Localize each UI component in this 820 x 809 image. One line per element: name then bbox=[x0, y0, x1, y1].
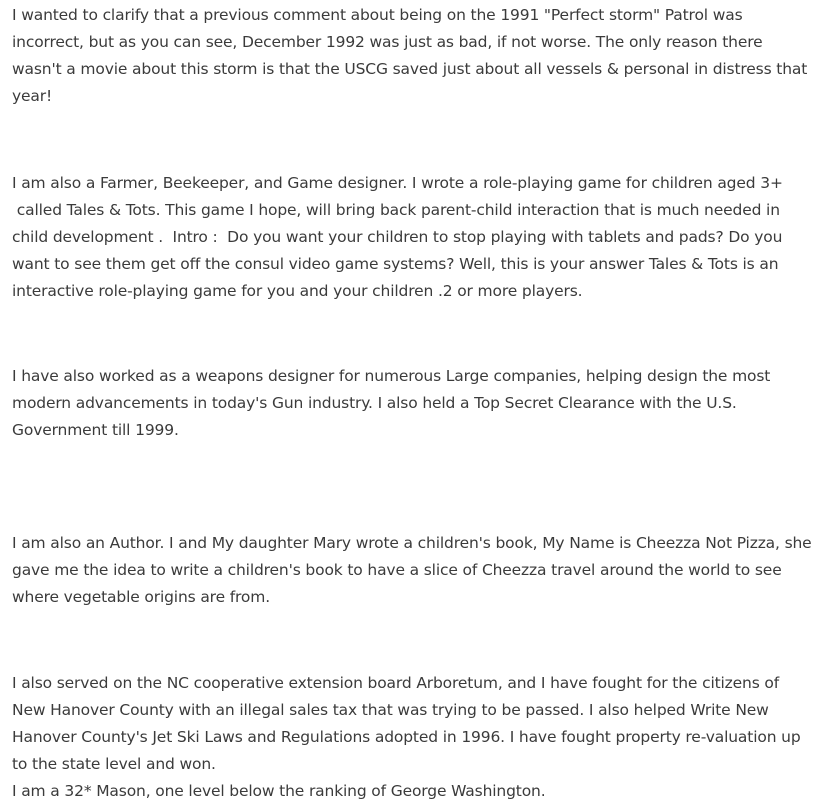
paragraph-game-designer: I am also a Farmer, Beekeeper, and Game designer. I wrote a role-playing game for children aged 3+ called Tales & Tots. This game I hope, will bring back parent-child interaction that is much needed in child development . Intro : Do you want your children to stop playing with tablets and pads? Do you want to see them get off the consul video game systems? Well, this is your answer Tales & Tots is an interactive role-playing game for you and your children .2 or more players. bbox=[12, 174, 783, 300]
paragraph-mason: I am a 32* Mason, one level below the ranking of George Washington. bbox=[12, 782, 546, 800]
paragraph-extension-board: I also served on the NC cooperative extension board Arboretum, and I have fought for the citizens of New Hanover County with an illegal sales tax that was trying to be passed. I also helped Write New Hanover County's Jet Ski Laws and Regulations adopted in 1996. I have fought property re-valuation up to the state level and won. bbox=[12, 674, 801, 773]
paragraph-perfect-storm: I wanted to clarify that a previous comment about being on the 1991 "Perfect storm" Patrol was incorrect, but as you can see, December 1992 was just as bad, if not worse. The only reason there wasn't a movie about this storm is that the USCG saved just about all vessels & personal in distress that year! bbox=[12, 6, 808, 105]
paragraph-weapons-designer: I have also worked as a weapons designer for numerous Large companies, helping design the most modern advancements in today's Gun industry. I also held a Top Secret Clearance with the U.S. Government till 1999. bbox=[12, 367, 771, 439]
paragraph-author: I am also an Author. I and My daughter Mary wrote a children's book, My Name is Cheezza Not Pizza, she gave me the idea to write a children's book to have a slice of Cheezza travel around the world to see where vegetable origins are from. bbox=[12, 534, 812, 606]
